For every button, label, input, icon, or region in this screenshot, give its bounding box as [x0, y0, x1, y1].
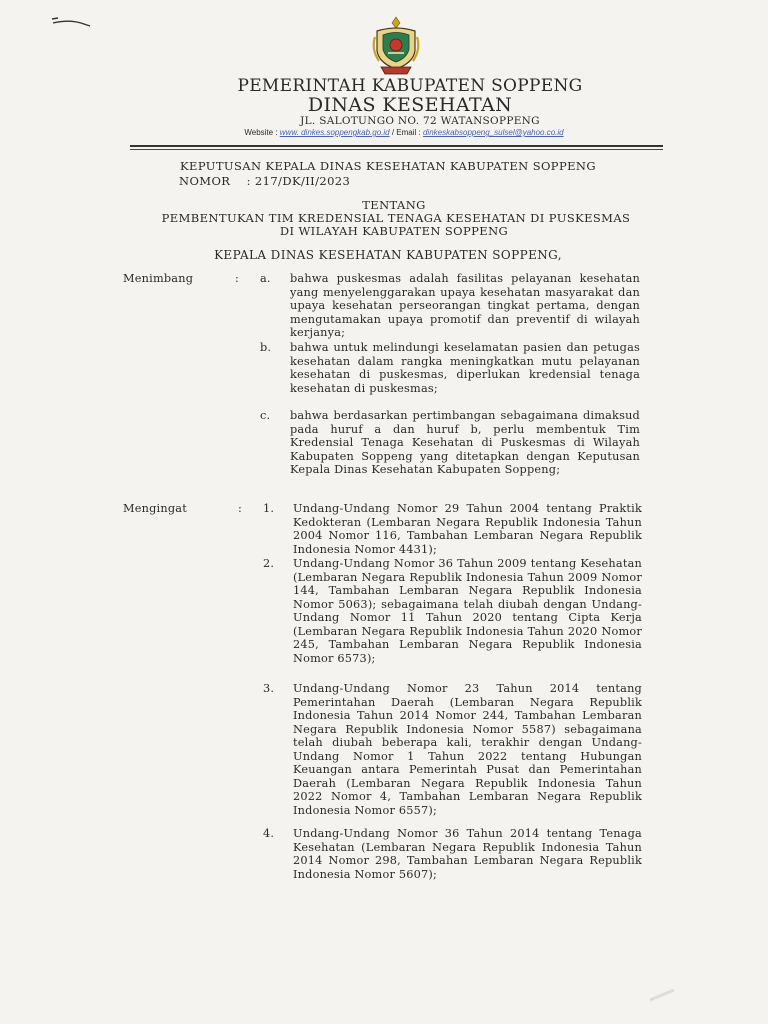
- mengingat-label: Mengingat: [123, 502, 187, 515]
- menimbang-marker-b: b.: [260, 341, 272, 354]
- government-name: PEMERINTAH KABUPATEN SOPPENG: [237, 76, 583, 96]
- menimbang-item-b: bahwa untuk melindungi keselamatan pasien dan petugas kesehatan dalam rangka meningkatkan mutu pelayanan kesehatan di puskesmas, diperlukan kredensial tenaga kesehatan di puskesmas;: [290, 341, 640, 395]
- mengingat-item-3: Undang-Undang Nomor 23 Tahun 2014 tentang Pemerintahan Daerah (Lembaran Negara Republik Indonesia Tahun 2014 Nomor 244, Tambahan Lembaran Negara Republik Indonesia Nomor 5587) sebagaimana telah diubah beberapa kali, terakhir dengan Undang-Undang Nomor 1 Tahun 2022 tentang Hubungan Keuangan antara Pemerintah Pusat dan Pemerintahan Daerah (Lembaran Negara Republik Indonesia Tahun 2022 Nomor 4, Tambahan Lembaran Negara Republik Indonesia Nomor 6557);: [293, 682, 642, 817]
- menimbang-marker-c: c.: [260, 409, 271, 422]
- mengingat-item-4: Undang-Undang Nomor 36 Tahun 2014 tentang Tenaga Kesehatan (Lembaran Negara Republik Indonesia Tahun 2014 Nomor 298, Tambahan Lembaran Negara Republik Indonesia Nomor 5607);: [293, 827, 642, 881]
- office-address: JL. SALOTUNGO NO. 72 WATANSOPPENG: [300, 115, 540, 127]
- scan-smudge: [648, 988, 678, 1002]
- menimbang-item-a: bahwa puskesmas adalah fasilitas pelayanan kesehatan yang menyelenggarakan upaya kesehatan masyarakat dan upaya kesehatan perseorangan tingkat pertama, dengan mengutamakan upaya promotif dan preventif di wilayah kerjanya;: [290, 272, 640, 339]
- mengingat-colon: :: [238, 502, 243, 515]
- menimbang-colon: :: [235, 272, 240, 285]
- mengingat-marker-2: 2.: [263, 557, 275, 570]
- mengingat-marker-4: 4.: [263, 827, 275, 840]
- email-link[interactable]: dinkeskabsoppeng_sulsel@yahoo.co.id: [422, 128, 564, 137]
- mengingat-item-2: Undang-Undang Nomor 36 Tahun 2009 tentang Kesehatan (Lembaran Negara Republik Indonesia Tahun 2009 Nomor 144, Tambahan Lembaran Negara Republik Indonesia Nomor 5063); sebagaimana telah diubah dengan Undang-Undang Nomor 11 Tahun 2020 tentang Cipta Kerja (Lembaran Negara Republik Indonesia Tahun 2020 Nomor 245, Tambahan Lembaran Negara Republik Indonesia Nomor 6573);: [293, 557, 642, 665]
- contact-line: [0, 128, 768, 137]
- menimbang-item-c: bahwa berdasarkan pertimbangan sebagaimana dimaksud pada huruf a dan huruf b, perlu membentuk Tim Kredensial Tenaga Kesehatan di Puskesmas di Wilayah Kabupaten Soppeng yang ditetapkan dengan Keputusan Kepala Dinas Kesehatan Kabupaten Soppeng;: [290, 409, 640, 476]
- decree-about: TENTANG: [362, 198, 426, 212]
- decree-number: NOMOR : 217/DK/II/2023: [179, 174, 351, 188]
- decree-subject-line-2: DI WILAYAH KABUPATEN SOPPENG: [279, 224, 509, 238]
- letterhead-rule-thin: [130, 149, 663, 150]
- decree-title: KEPUTUSAN KEPALA DINAS KESEHATAN KABUPATEN SOPPENG: [180, 159, 596, 173]
- website-label: Website :: [244, 128, 280, 137]
- mengingat-item-1: Undang-Undang Nomor 29 Tahun 2004 tentang Praktik Kedokteran (Lembaran Negara Republik Indonesia Tahun 2004 Nomor 116, Tambahan Lembaran Negara Republik Indonesia Nomor 4431);: [293, 502, 642, 556]
- decree-issuer: KEPALA DINAS KESEHATAN KABUPATEN SOPPENG,: [214, 248, 562, 262]
- letterhead-rule: [130, 145, 663, 147]
- mengingat-marker-1: 1.: [263, 502, 275, 515]
- regency-emblem-icon: [369, 15, 423, 77]
- website-link[interactable]: www. dinkes.soppengkab.go.id: [279, 128, 390, 137]
- decree-subject-line-1: PEMBENTUKAN TIM KREDENSIAL TENAGA KESEHATAN DI PUSKESMAS: [161, 211, 631, 225]
- menimbang-marker-a: a.: [260, 272, 271, 285]
- agency-name: DINAS KESEHATAN: [307, 94, 513, 116]
- email-label: / Email :: [389, 128, 423, 137]
- menimbang-label: Menimbang: [123, 272, 194, 285]
- pen-mark: [50, 14, 100, 28]
- mengingat-marker-3: 3.: [263, 682, 275, 695]
